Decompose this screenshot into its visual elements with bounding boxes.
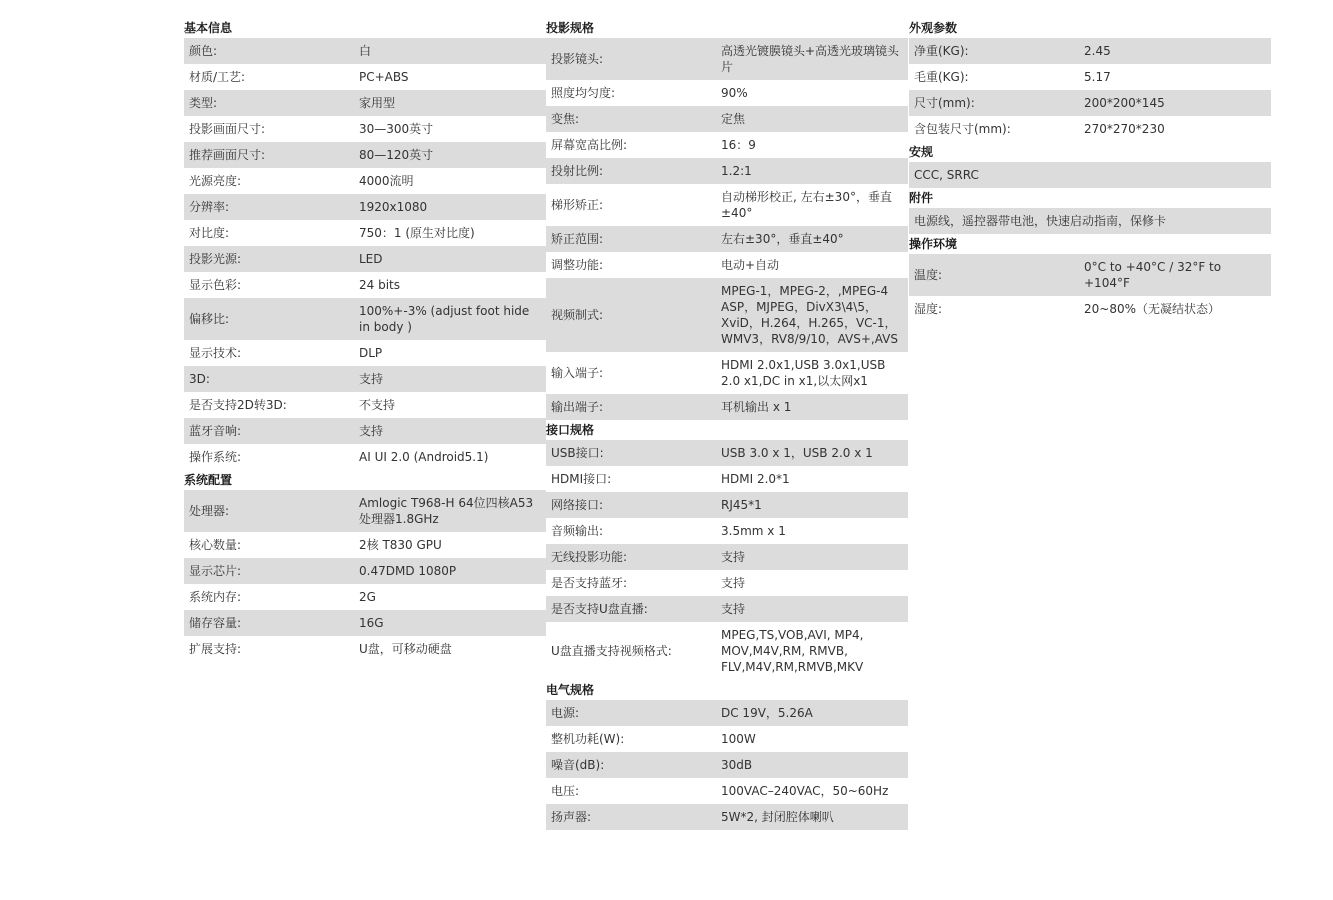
spec-row bbox=[184, 636, 546, 662]
spec-label: 系统内存: bbox=[189, 590, 242, 604]
spec-value: 5.17 bbox=[1084, 70, 1111, 84]
spec-label: 扩展支持: bbox=[189, 642, 242, 656]
spec-value: 电源线，遥控器带电池，快速启动指南，保修卡 bbox=[914, 214, 1167, 228]
spec-row bbox=[546, 38, 908, 80]
spec-value: 家用型 bbox=[359, 96, 396, 110]
spec-row bbox=[546, 518, 908, 544]
spec-label: 矫正范围: bbox=[551, 232, 604, 246]
spec-label: 显示色彩: bbox=[189, 278, 242, 292]
spec-value: 0.47DMD 1080P bbox=[359, 564, 457, 578]
spec-value: CCC, SRRC bbox=[914, 168, 979, 182]
spec-label: U盘直播支持视频格式: bbox=[551, 644, 672, 658]
spec-row bbox=[184, 584, 546, 610]
spec-value: DC 19V，5.26A bbox=[721, 706, 813, 720]
spec-label: 储存容量: bbox=[189, 616, 242, 630]
spec-row bbox=[909, 64, 1271, 90]
spec-row bbox=[184, 64, 546, 90]
spec-row bbox=[184, 298, 546, 340]
spec-label: 梯形矫正: bbox=[551, 198, 604, 212]
spec-row bbox=[546, 352, 908, 394]
spec-label: 3D: bbox=[189, 372, 210, 386]
spec-row bbox=[546, 570, 908, 596]
spec-row bbox=[184, 610, 546, 636]
section-title: 外观参数 bbox=[909, 21, 958, 35]
spec-row bbox=[546, 622, 908, 680]
spec-label: 投影画面尺寸: bbox=[189, 122, 266, 136]
spec-value: 270*270*230 bbox=[1084, 122, 1165, 136]
spec-label: 屏幕宽高比例: bbox=[551, 138, 628, 152]
spec-label: 扬声器: bbox=[551, 810, 592, 824]
spec-row bbox=[184, 558, 546, 584]
spec-value: 耳机输出 x 1 bbox=[721, 400, 792, 414]
spec-label: 无线投影功能: bbox=[551, 550, 628, 564]
spec-column-2 bbox=[546, 18, 908, 830]
spec-value: 100%+-3% (adjust foot hide in body ) bbox=[359, 304, 530, 334]
spec-value: 2核 T830 GPU bbox=[359, 538, 442, 552]
spec-value: 2.45 bbox=[1084, 44, 1111, 58]
spec-row bbox=[546, 252, 908, 278]
spec-value: 自动梯形校正, 左右±30°，垂直±40° bbox=[721, 190, 892, 220]
spec-label: 含包装尺寸(mm): bbox=[914, 122, 1011, 136]
spec-label: USB接口: bbox=[551, 446, 604, 460]
spec-label: 投影镜头: bbox=[551, 52, 604, 66]
spec-label: 光源亮度: bbox=[189, 174, 242, 188]
spec-value: HDMI 2.0*1 bbox=[721, 472, 790, 486]
spec-value: 支持 bbox=[359, 372, 384, 386]
spec-value: 200*200*145 bbox=[1084, 96, 1165, 110]
spec-value: 高透光镀膜镜头+高透光玻璃镜头片 bbox=[721, 44, 900, 74]
section-title: 投影规格 bbox=[546, 21, 595, 35]
spec-row bbox=[909, 116, 1271, 142]
spec-label: 电源: bbox=[551, 706, 580, 720]
spec-label: 分辨率: bbox=[189, 200, 230, 214]
spec-label: 变焦: bbox=[551, 112, 580, 126]
spec-label: 投影光源: bbox=[189, 252, 242, 266]
spec-value: 0°C to +40°C / 32°F to +104°F bbox=[1084, 260, 1222, 290]
spec-row bbox=[184, 116, 546, 142]
spec-row bbox=[909, 90, 1271, 116]
spec-value: 100VAC–240VAC，50~60Hz bbox=[721, 784, 889, 798]
spec-row bbox=[184, 38, 546, 64]
spec-label: 核心数量: bbox=[189, 538, 242, 552]
spec-label: 温度: bbox=[914, 268, 943, 282]
section-title: 基本信息 bbox=[184, 21, 233, 35]
spec-label: 噪音(dB): bbox=[551, 758, 605, 772]
spec-row bbox=[184, 532, 546, 558]
spec-label: 类型: bbox=[189, 96, 218, 110]
spec-value: 2G bbox=[359, 590, 376, 604]
spec-row bbox=[546, 226, 908, 252]
spec-row bbox=[184, 490, 546, 532]
spec-value: 100W bbox=[721, 732, 756, 746]
spec-row bbox=[184, 194, 546, 220]
spec-value: 电动+自动 bbox=[721, 258, 780, 272]
spec-row bbox=[546, 278, 908, 352]
spec-row bbox=[546, 184, 908, 226]
spec-label: 操作系统: bbox=[189, 450, 242, 464]
spec-value: 不支持 bbox=[359, 398, 396, 412]
spec-value: 支持 bbox=[721, 550, 746, 564]
spec-row bbox=[184, 392, 546, 418]
spec-value: 支持 bbox=[721, 576, 746, 590]
spec-row bbox=[184, 246, 546, 272]
spec-row bbox=[546, 752, 908, 778]
spec-value: 1.2:1 bbox=[721, 164, 752, 178]
spec-row bbox=[909, 296, 1271, 322]
spec-label: 调整功能: bbox=[551, 258, 604, 272]
spec-label: 输出端子: bbox=[551, 400, 604, 414]
spec-value: U盘，可移动硬盘 bbox=[359, 642, 452, 656]
spec-value: DLP bbox=[359, 346, 383, 360]
spec-label: 颜色: bbox=[189, 44, 218, 58]
spec-row bbox=[546, 700, 908, 726]
spec-row bbox=[546, 596, 908, 622]
spec-label: 蓝牙音响: bbox=[189, 424, 242, 438]
spec-value: MPEG-1，MPEG-2，,MPEG-4 ASP，MJPEG，DivX3\4\5，XviD，H.264，H.265，VC-1，WMV3，RV8/9/10，AVS+,AVS bbox=[721, 284, 898, 346]
section-title: 安规 bbox=[909, 145, 934, 159]
spec-row bbox=[184, 366, 546, 392]
spec-value: 30dB bbox=[721, 758, 753, 772]
spec-value: 1920x1080 bbox=[359, 200, 428, 214]
spec-row bbox=[546, 544, 908, 570]
spec-value: 5W*2, 封闭腔体喇叭 bbox=[721, 810, 834, 824]
spec-row bbox=[546, 158, 908, 184]
spec-label: 整机功耗(W): bbox=[551, 732, 625, 746]
spec-row bbox=[184, 272, 546, 298]
spec-value: 4000流明 bbox=[359, 174, 414, 188]
spec-label: 偏移比: bbox=[189, 312, 230, 326]
spec-value: PC+ABS bbox=[359, 70, 409, 84]
spec-value: AI UI 2.0 (Android5.1) bbox=[359, 450, 489, 464]
spec-row bbox=[909, 208, 1271, 234]
spec-value: 30—300英寸 bbox=[359, 122, 434, 136]
spec-value: 16：9 bbox=[721, 138, 756, 152]
spec-label: 湿度: bbox=[914, 302, 943, 316]
spec-value: 80—120英寸 bbox=[359, 148, 434, 162]
spec-label: 投射比例: bbox=[551, 164, 604, 178]
section-title: 电气规格 bbox=[546, 683, 595, 697]
spec-row bbox=[184, 142, 546, 168]
spec-label: 处理器: bbox=[189, 504, 230, 518]
spec-column-1 bbox=[184, 18, 546, 662]
spec-label: 显示芯片: bbox=[189, 564, 242, 578]
spec-label: 是否支持U盘直播: bbox=[551, 602, 648, 616]
spec-label: 尺寸(mm): bbox=[914, 96, 975, 110]
spec-row bbox=[546, 466, 908, 492]
spec-value: 750：1 (原生对比度) bbox=[359, 226, 475, 240]
spec-row bbox=[184, 444, 546, 470]
section-title: 附件 bbox=[909, 191, 934, 205]
spec-row bbox=[184, 220, 546, 246]
spec-label: 照度均匀度: bbox=[551, 86, 616, 100]
spec-label: 是否支持2D转3D: bbox=[189, 398, 287, 412]
spec-label: 输入端子: bbox=[551, 366, 604, 380]
spec-row bbox=[546, 492, 908, 518]
spec-row bbox=[546, 80, 908, 106]
spec-label: 电压: bbox=[551, 784, 580, 798]
spec-row bbox=[546, 106, 908, 132]
spec-row bbox=[184, 168, 546, 194]
spec-value: 3.5mm x 1 bbox=[721, 524, 786, 538]
spec-row bbox=[546, 440, 908, 466]
spec-value: 24 bits bbox=[359, 278, 400, 292]
section-title: 系统配置 bbox=[184, 473, 233, 487]
spec-label: 材质/工艺: bbox=[189, 70, 246, 84]
spec-value: 20~80%（无凝结状态） bbox=[1084, 302, 1220, 316]
spec-row bbox=[546, 726, 908, 752]
spec-value: 支持 bbox=[359, 424, 384, 438]
spec-label: 毛重(KG): bbox=[914, 70, 969, 84]
spec-value: HDMI 2.0x1,USB 3.0x1,USB 2.0 x1,DC in x1,以太网x1 bbox=[721, 358, 886, 388]
spec-label: 是否支持蓝牙: bbox=[551, 576, 628, 590]
spec-label: 网络接口: bbox=[551, 498, 604, 512]
spec-label: 推荐画面尺寸: bbox=[189, 148, 266, 162]
spec-label: 音频输出: bbox=[551, 524, 604, 538]
spec-row bbox=[546, 804, 908, 830]
spec-value: 定焦 bbox=[721, 112, 746, 126]
spec-row bbox=[909, 38, 1271, 64]
spec-row bbox=[546, 778, 908, 804]
spec-label: 对比度: bbox=[189, 226, 230, 240]
spec-column-3 bbox=[909, 18, 1271, 322]
spec-value: 支持 bbox=[721, 602, 746, 616]
spec-row bbox=[184, 418, 546, 444]
spec-label: 显示技术: bbox=[189, 346, 242, 360]
section-title: 接口规格 bbox=[546, 423, 595, 437]
spec-label: 视频制式: bbox=[551, 308, 604, 322]
spec-row bbox=[909, 254, 1271, 296]
spec-label: 净重(KG): bbox=[914, 44, 969, 58]
spec-value: 16G bbox=[359, 616, 384, 630]
spec-value: 90% bbox=[721, 86, 748, 100]
spec-row bbox=[184, 340, 546, 366]
spec-value: 白 bbox=[359, 44, 372, 58]
spec-row bbox=[909, 162, 1271, 188]
spec-value: USB 3.0 x 1，USB 2.0 x 1 bbox=[721, 446, 873, 460]
spec-value: Amlogic T968-H 64位四核A53处理器1.8GHz bbox=[359, 496, 534, 526]
spec-row bbox=[546, 394, 908, 420]
section-title: 操作环境 bbox=[909, 237, 958, 251]
spec-value: 左右±30°，垂直±40° bbox=[721, 232, 844, 246]
spec-row bbox=[184, 90, 546, 116]
spec-value: MPEG,TS,VOB,AVI, MP4, MOV,M4V,RM, RMVB, FLV,M4V,RM,RMVB,MKV bbox=[721, 628, 864, 674]
spec-row bbox=[546, 132, 908, 158]
spec-value: RJ45*1 bbox=[721, 498, 762, 512]
spec-label: HDMI接口: bbox=[551, 472, 612, 486]
spec-value: LED bbox=[359, 252, 383, 266]
